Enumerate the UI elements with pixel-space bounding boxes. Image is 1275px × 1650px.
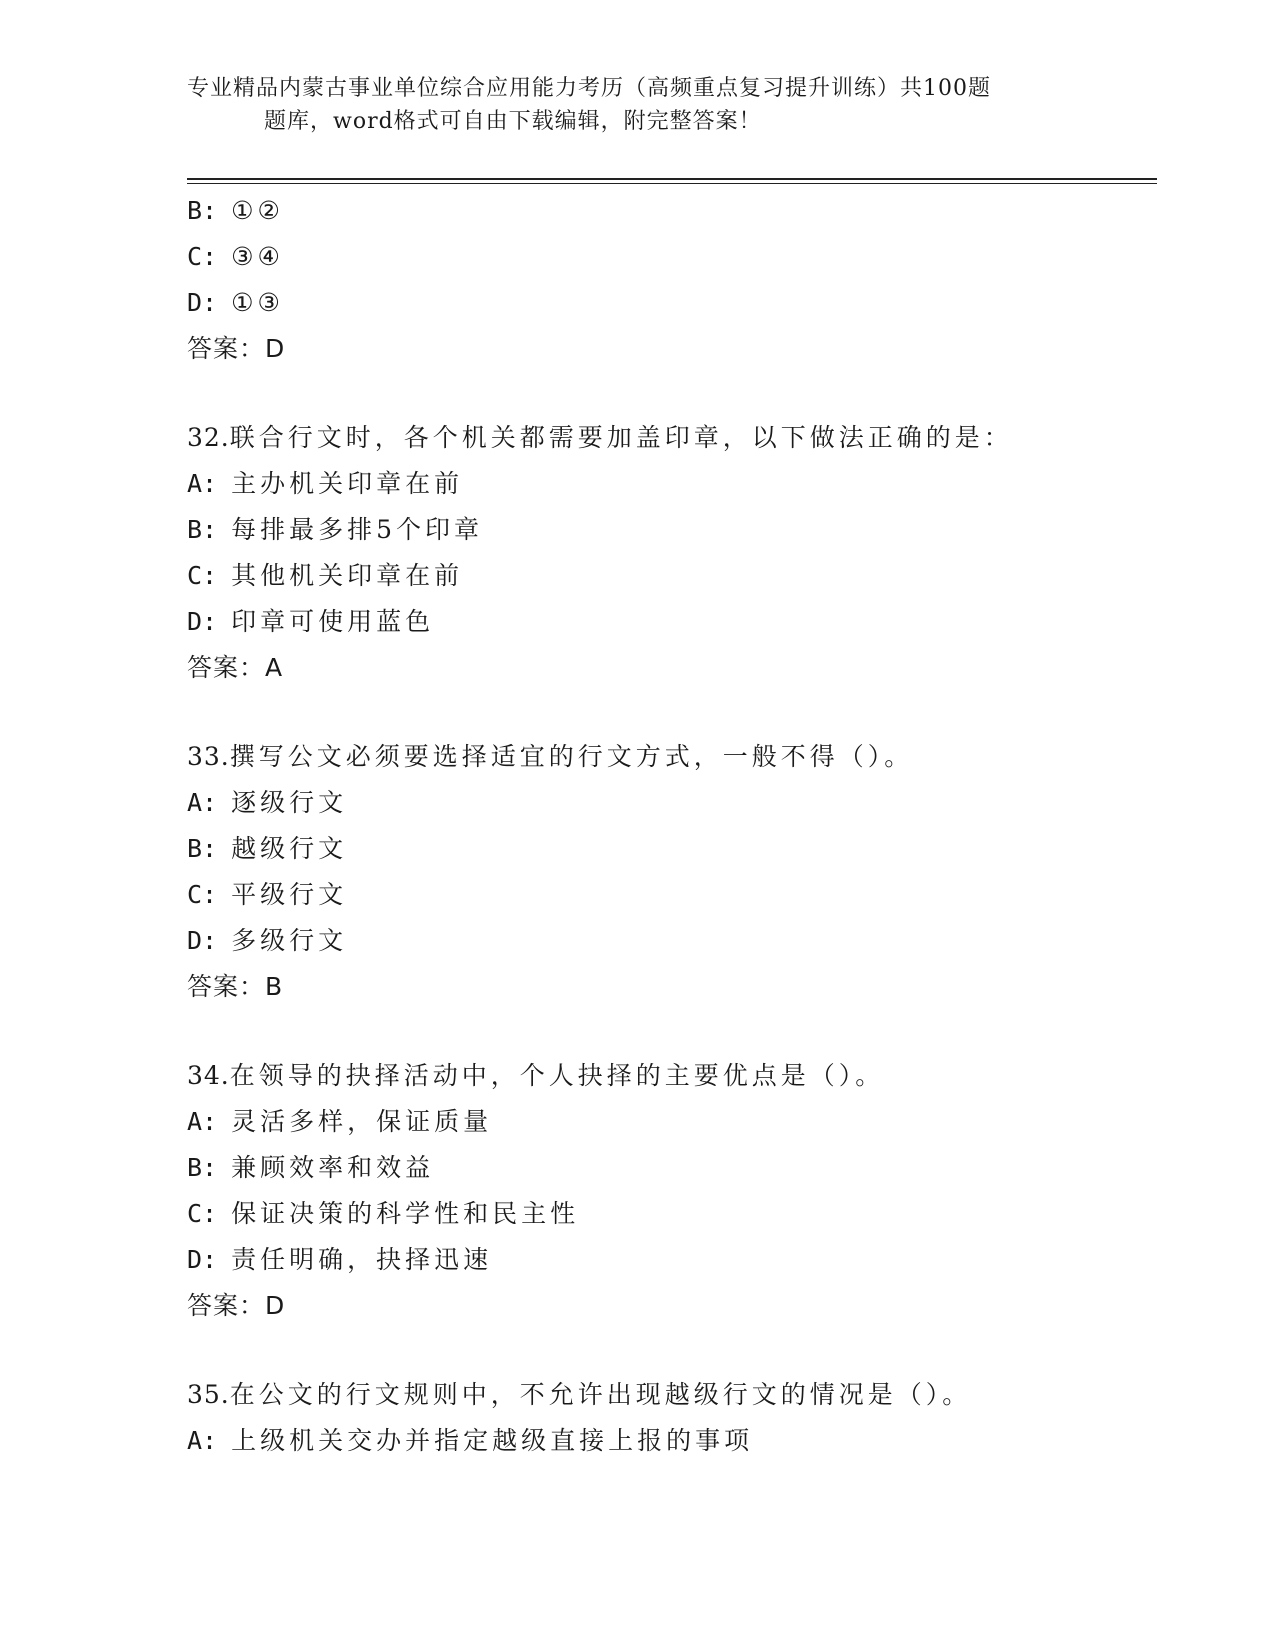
option-letter: B: [187,515,218,544]
question-number: 35. [187,1380,230,1409]
document-header [187,72,1087,138]
option-row [187,461,1147,507]
option-row [187,507,1147,553]
option-text: ①② [231,196,284,225]
option-text: 平级行文 [231,880,348,909]
question-block-34 [187,1053,1147,1329]
option-text: 兼顾效率和效益 [231,1153,435,1182]
option-row [187,1145,1147,1191]
option-letter: B: [187,1153,218,1182]
answer-line: 答案：B [187,972,284,1001]
option-text: 越级行文 [231,834,348,863]
header-divider-thick [187,178,1157,180]
option-letter: C: [187,561,218,590]
question-stem [187,415,1147,461]
option-row [187,1191,1147,1237]
question-number: 32. [187,423,230,452]
question-block-32 [187,415,1147,691]
question-block-prev [187,188,1147,372]
option-row [187,1099,1147,1145]
header-divider-thin [187,183,1157,184]
question-block-33 [187,734,1147,1010]
option-text: 逐级行文 [231,788,348,817]
option-row [187,599,1147,645]
option-letter: D: [187,1245,218,1274]
question-text: 在公文的行文规则中，不允许出现越级行文的情况是（）。 [229,1380,972,1409]
option-row [187,826,1147,872]
option-text: 多级行文 [231,926,348,955]
option-letter: D: [187,607,218,636]
option-letter: B: [187,196,218,225]
option-text: 每排最多排5个印章 [231,515,484,544]
question-stem [187,1372,1147,1418]
header-title-line-2: 题库，word格式可自由下载编辑，附完整答案！ [264,109,762,134]
question-text: 撰写公文必须要选择适宜的行文方式，一般不得（）。 [229,742,914,771]
option-row [187,780,1147,826]
option-row [187,918,1147,964]
option-text: ①③ [231,288,284,317]
question-number: 34. [187,1061,230,1090]
question-number: 33. [187,742,230,771]
option-letter: A: [187,469,218,498]
question-stem [187,734,1147,780]
option-letter: A: [187,1426,218,1455]
option-text: 灵活多样，保证质量 [231,1107,493,1136]
option-row [187,234,1147,280]
question-text: 联合行文时，各个机关都需要加盖印章，以下做法正确的是： [229,423,1013,452]
option-row [187,280,1147,326]
question-list [187,188,1147,1464]
option-letter: C: [187,242,218,271]
option-text: ③④ [231,242,284,271]
option-text: 其他机关印章在前 [231,561,464,590]
option-letter: A: [187,1107,218,1136]
option-letter: A: [187,788,218,817]
option-letter: D: [187,288,218,317]
option-row [187,1237,1147,1283]
option-letter: C: [187,1199,218,1228]
question-text: 在领导的抉择活动中，个人抉择的主要优点是（）。 [229,1061,885,1090]
answer-line: 答案：D [187,334,286,363]
option-letter: B: [187,834,218,863]
answer-line: 答案：A [187,653,284,682]
header-title-line-1: 专业精品内蒙古事业单位综合应用能力考历（高频重点复习提升训练）共100题 [187,76,991,101]
option-letter: C: [187,880,218,909]
option-row [187,188,1147,234]
option-row [187,1418,1147,1464]
option-text: 主办机关印章在前 [231,469,464,498]
option-letter: D: [187,926,218,955]
option-text: 上级机关交办并指定越级直接上报的事项 [231,1426,754,1455]
option-row [187,872,1147,918]
question-stem [187,1053,1147,1099]
option-text: 印章可使用蓝色 [231,607,435,636]
answer-line: 答案：D [187,1291,286,1320]
option-row [187,553,1147,599]
question-block-35 [187,1372,1147,1464]
option-text: 保证决策的科学性和民主性 [231,1199,580,1228]
option-text: 责任明确，抉择迅速 [231,1245,493,1274]
